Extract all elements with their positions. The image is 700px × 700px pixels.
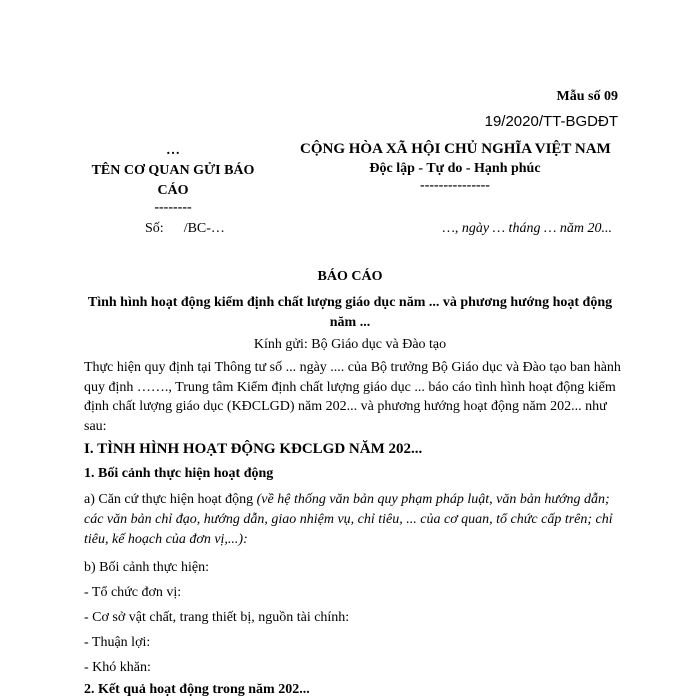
item-b: b) Bối cảnh thực hiện:: [84, 560, 210, 575]
number-value: /BC-…: [183, 221, 225, 236]
number-label: Số:: [145, 221, 164, 236]
item-a-paragraph: [84, 490, 629, 550]
national-header: [300, 139, 610, 193]
bullet-difficulties: - Khó khăn:: [84, 660, 151, 675]
bullet-facilities: - Cơ sở vật chất, trang thiết bị, nguồn tài chính:: [84, 610, 350, 625]
agency-dots: …: [166, 143, 180, 158]
section-heading: I. TÌNH HÌNH HOẠT ĐỘNG KĐCLGD NĂM 202...: [84, 441, 423, 457]
motto-rule: ---------------: [420, 178, 490, 193]
recipient-line: Kính gửi: Bộ Giáo dục và Đào tạo: [253, 337, 447, 352]
subsection-heading-2: 2. Kết quả hoạt động trong năm 202...: [84, 682, 310, 697]
national-motto: Độc lập - Tự do - Hạnh phúc: [369, 161, 541, 176]
item-a-note: (về hệ thống văn bản quy phạm pháp luật, văn bản hướng dẫn; các văn bản chỉ đạo, hướng dẫn, giao nhiệm vụ, chỉ tiêu, ... của cơ quan, tổ chức cấp trên; chỉ tiêu, kế hoạch của đơn vị,...):: [84, 492, 613, 547]
agency-name: TÊN CƠ QUAN GỬI BÁO CÁO: [91, 163, 255, 198]
circular-reference: 19/2020/TT-BGDĐT: [484, 113, 618, 130]
item-a-prefix: a) Căn cứ thực hiện hoạt động: [84, 492, 257, 507]
bullet-organization: - Tổ chức đơn vị:: [84, 585, 182, 600]
intro-paragraph: Thực hiện quy định tại Thông tư số ... ngày .... của Bộ trưởng Bộ Giáo dục và Đào tạo ban hành quy định ……., Trung tâm Kiểm định chất lượng giáo dục ... báo cáo tình hình hoạt động kiểm định chất lượng giáo dục (KĐCLGD) năm 202... và phương hướng hoạt động năm 202... như sau:: [84, 360, 621, 434]
agency-rule: --------: [154, 200, 192, 215]
document-number: [145, 221, 225, 237]
agency-block: [78, 141, 268, 215]
bullet-advantages: - Thuận lợi:: [84, 635, 151, 650]
date-line: …, ngày … tháng … năm 20...: [442, 221, 612, 236]
form-number: Mẫu số 09: [556, 89, 618, 104]
country-name: CỘNG HÒA XÃ HỘI CHỦ NGHĨA VIỆT NAM: [300, 141, 611, 157]
report-subtitle: Tình hình hoạt động kiểm định chất lượng giáo dục năm ... và phương hướng hoạt động năm ...: [87, 295, 613, 330]
report-title: BÁO CÁO: [317, 269, 383, 284]
subsection-heading-1: 1. Bối cảnh thực hiện hoạt động: [84, 466, 274, 481]
